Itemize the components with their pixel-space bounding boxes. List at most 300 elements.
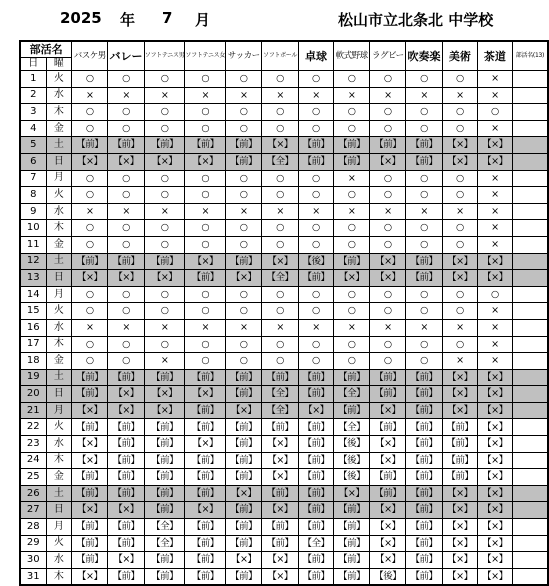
schedule-row <box>20 286 548 303</box>
schedule-cell: ○ <box>185 303 226 320</box>
day-number: 2 <box>20 87 46 104</box>
schedule-cell: ○ <box>72 303 108 320</box>
schedule-cell: 【前】 <box>226 535 262 552</box>
schedule-cell: 【前】 <box>72 253 108 270</box>
schedule-cell: 【×】 <box>442 502 477 519</box>
schedule-cell: ○ <box>185 187 226 204</box>
day-number: 30 <box>20 552 46 569</box>
schedule-cell <box>512 253 548 270</box>
schedule-cell: 【×】 <box>477 153 512 170</box>
schedule-cell: 【全】 <box>298 535 333 552</box>
schedule-cell: × <box>144 203 185 220</box>
day-number: 18 <box>20 353 46 370</box>
schedule-cell: ○ <box>406 120 442 137</box>
club-header: 茶道 <box>477 41 512 71</box>
schedule-cell: 【×】 <box>185 386 226 403</box>
schedule-cell: 【×】 <box>72 568 108 585</box>
schedule-cell: 【前】 <box>226 502 262 519</box>
schedule-cell: 【前】 <box>406 270 442 287</box>
schedule-cell: 【前】 <box>334 502 370 519</box>
schedule-cell: 【×】 <box>442 519 477 536</box>
schedule-cell: ○ <box>334 120 370 137</box>
month-value: 7 <box>162 9 173 27</box>
weekday: 水 <box>46 203 72 220</box>
schedule-cell: 【×】 <box>185 153 226 170</box>
schedule-cell: 【前】 <box>226 153 262 170</box>
schedule-row <box>20 170 548 187</box>
schedule-cell: ○ <box>185 353 226 370</box>
schedule-cell: 【×】 <box>262 137 299 154</box>
schedule-cell <box>512 436 548 453</box>
schedule-cell: ○ <box>144 220 185 237</box>
schedule-row <box>20 71 548 88</box>
schedule-cell: 【前】 <box>72 485 108 502</box>
day-header: 日 <box>20 58 46 71</box>
schedule-cell <box>512 353 548 370</box>
schedule-cell: 【×】 <box>442 270 477 287</box>
schedule-cell: 【前】 <box>334 253 370 270</box>
schedule-cell: 【×】 <box>442 153 477 170</box>
schedule-cell: ○ <box>334 71 370 88</box>
schedule-cell: 【前】 <box>72 137 108 154</box>
schedule-cell: ○ <box>298 236 333 253</box>
schedule-cell: × <box>406 87 442 104</box>
schedule-cell <box>512 170 548 187</box>
day-number: 16 <box>20 319 46 336</box>
schedule-cell: 【前】 <box>442 452 477 469</box>
schedule-cell: 【前】 <box>262 419 299 436</box>
schedule-cell: ○ <box>72 187 108 204</box>
schedule-cell: ○ <box>144 104 185 121</box>
schedule-cell <box>512 369 548 386</box>
schedule-cell: ○ <box>262 236 299 253</box>
schedule-cell: 【前】 <box>334 519 370 536</box>
schedule-cell: ○ <box>262 120 299 137</box>
schedule-cell: × <box>477 120 512 137</box>
schedule-cell: ○ <box>226 336 262 353</box>
schedule-cell <box>512 303 548 320</box>
schedule-cell: 【全】 <box>262 386 299 403</box>
schedule-cell: 【×】 <box>442 137 477 154</box>
schedule-cell: ○ <box>370 104 406 121</box>
schedule-cell: × <box>406 319 442 336</box>
schedule-cell: ○ <box>406 104 442 121</box>
schedule-cell: 【×】 <box>477 386 512 403</box>
schedule-cell: × <box>334 319 370 336</box>
schedule-cell: 【×】 <box>72 153 108 170</box>
schedule-cell: 【後】 <box>334 452 370 469</box>
schedule-cell: 【前】 <box>262 519 299 536</box>
schedule-cell: × <box>477 319 512 336</box>
schedule-cell: 【前】 <box>185 469 226 486</box>
schedule-cell: ○ <box>108 353 144 370</box>
weekday: 土 <box>46 485 72 502</box>
schedule-row <box>20 469 548 486</box>
schedule-cell <box>512 535 548 552</box>
schedule-cell: 【前】 <box>406 253 442 270</box>
day-number: 19 <box>20 369 46 386</box>
schedule-cell: × <box>185 203 226 220</box>
schedule-cell: × <box>226 319 262 336</box>
schedule-cell: ○ <box>406 286 442 303</box>
weekday: 月 <box>46 286 72 303</box>
schedule-cell: 【前】 <box>144 502 185 519</box>
schedule-cell: ○ <box>72 170 108 187</box>
day-number: 21 <box>20 402 46 419</box>
club-header: 美術 <box>442 41 477 71</box>
schedule-cell: 【前】 <box>72 535 108 552</box>
schedule-cell: 【前】 <box>406 552 442 569</box>
schedule-cell: 【前】 <box>370 386 406 403</box>
page-header <box>0 0 549 38</box>
day-number: 25 <box>20 469 46 486</box>
schedule-cell: 【×】 <box>477 452 512 469</box>
schedule-cell: × <box>144 87 185 104</box>
schedule-cell <box>512 120 548 137</box>
club-schedule-table <box>19 40 549 586</box>
schedule-cell: 【前】 <box>108 485 144 502</box>
schedule-cell: 【×】 <box>262 436 299 453</box>
schedule-cell: 【前】 <box>144 552 185 569</box>
schedule-cell <box>512 485 548 502</box>
schedule-cell <box>512 519 548 536</box>
schedule-cell: ○ <box>406 236 442 253</box>
weekday: 木 <box>46 452 72 469</box>
schedule-cell: 【前】 <box>334 552 370 569</box>
schedule-cell: 【前】 <box>406 519 442 536</box>
schedule-cell: 【×】 <box>370 402 406 419</box>
schedule-cell: ○ <box>370 187 406 204</box>
schedule-cell <box>512 568 548 585</box>
schedule-cell: ○ <box>442 170 477 187</box>
club-header: 卓球 <box>298 41 333 71</box>
schedule-cell: ○ <box>370 353 406 370</box>
day-number: 14 <box>20 286 46 303</box>
schedule-cell: 【×】 <box>477 519 512 536</box>
day-number: 13 <box>20 270 46 287</box>
schedule-cell: ○ <box>262 303 299 320</box>
schedule-cell: × <box>226 87 262 104</box>
schedule-cell: ○ <box>370 220 406 237</box>
schedule-cell: ○ <box>108 71 144 88</box>
schedule-cell: 【前】 <box>144 369 185 386</box>
schedule-cell: 【前】 <box>226 452 262 469</box>
weekday: 日 <box>46 270 72 287</box>
schedule-cell: ○ <box>185 286 226 303</box>
schedule-cell: 【前】 <box>185 419 226 436</box>
schedule-cell: 【×】 <box>262 552 299 569</box>
schedule-cell: 【前】 <box>108 137 144 154</box>
day-number: 3 <box>20 104 46 121</box>
schedule-cell: 【前】 <box>108 568 144 585</box>
schedule-cell: ○ <box>185 220 226 237</box>
club-header: バスケ男 <box>72 41 108 71</box>
club-header: ソフトテニス女 <box>185 41 226 71</box>
schedule-cell: 【×】 <box>108 502 144 519</box>
schedule-cell: × <box>477 353 512 370</box>
weekday: 木 <box>46 104 72 121</box>
schedule-cell: 【前】 <box>370 137 406 154</box>
schedule-cell: ○ <box>108 120 144 137</box>
schedule-cell: 【前】 <box>226 519 262 536</box>
schedule-cell: 【前】 <box>334 535 370 552</box>
schedule-cell: 【前】 <box>144 253 185 270</box>
schedule-cell: ○ <box>334 303 370 320</box>
schedule-cell: 【×】 <box>477 552 512 569</box>
schedule-cell: 【前】 <box>298 502 333 519</box>
schedule-cell: ○ <box>144 170 185 187</box>
schedule-cell: 【×】 <box>226 485 262 502</box>
weekday: 土 <box>46 137 72 154</box>
schedule-cell: × <box>72 87 108 104</box>
schedule-cell <box>512 87 548 104</box>
schedule-cell: × <box>108 203 144 220</box>
day-number: 5 <box>20 137 46 154</box>
schedule-cell: 【前】 <box>144 419 185 436</box>
schedule-row <box>20 402 548 419</box>
schedule-cell: 【前】 <box>334 402 370 419</box>
schedule-cell: ○ <box>442 286 477 303</box>
schedule-cell: × <box>144 353 185 370</box>
schedule-cell: 【×】 <box>226 270 262 287</box>
schedule-cell: 【前】 <box>298 436 333 453</box>
schedule-cell <box>512 502 548 519</box>
schedule-cell: 【×】 <box>370 153 406 170</box>
schedule-cell: 【×】 <box>185 436 226 453</box>
weekday: 火 <box>46 303 72 320</box>
schedule-cell: 【全】 <box>334 386 370 403</box>
schedule-cell: 【全】 <box>144 535 185 552</box>
schedule-cell: 【前】 <box>442 436 477 453</box>
schedule-cell: ○ <box>298 353 333 370</box>
schedule-cell: × <box>262 87 299 104</box>
schedule-cell: 【前】 <box>185 552 226 569</box>
weekday: 月 <box>46 519 72 536</box>
schedule-cell: 【前】 <box>226 436 262 453</box>
schedule-row <box>20 319 548 336</box>
schedule-cell: 【前】 <box>108 519 144 536</box>
schedule-cell: × <box>442 319 477 336</box>
schedule-cell: ○ <box>442 120 477 137</box>
schedule-cell: × <box>442 353 477 370</box>
schedule-row <box>20 336 548 353</box>
schedule-row <box>20 153 548 170</box>
schedule-cell <box>512 319 548 336</box>
schedule-cell: ○ <box>144 286 185 303</box>
schedule-cell: 【×】 <box>144 386 185 403</box>
club-header: 部活名(13) <box>512 41 548 71</box>
schedule-cell: ○ <box>185 336 226 353</box>
schedule-cell: 【×】 <box>370 452 406 469</box>
header-row <box>20 41 548 58</box>
weekday: 金 <box>46 120 72 137</box>
schedule-cell: 【×】 <box>477 137 512 154</box>
weekday: 火 <box>46 187 72 204</box>
schedule-row <box>20 253 548 270</box>
schedule-row <box>20 552 548 569</box>
schedule-cell: 【後】 <box>298 253 333 270</box>
schedule-cell: 【前】 <box>226 253 262 270</box>
schedule-cell <box>512 452 548 469</box>
schedule-cell <box>512 386 548 403</box>
day-number: 20 <box>20 386 46 403</box>
schedule-cell: ○ <box>72 220 108 237</box>
schedule-cell <box>512 153 548 170</box>
club-header: サッカー <box>226 41 262 71</box>
schedule-cell: ○ <box>370 286 406 303</box>
schedule-cell: 【前】 <box>144 137 185 154</box>
day-number: 31 <box>20 568 46 585</box>
schedule-cell: ○ <box>226 187 262 204</box>
schedule-cell: 【後】 <box>334 469 370 486</box>
schedule-cell: ○ <box>334 353 370 370</box>
schedule-cell: 【前】 <box>298 485 333 502</box>
schedule-cell: 【前】 <box>334 568 370 585</box>
schedule-cell: 【前】 <box>72 419 108 436</box>
schedule-cell: ○ <box>262 336 299 353</box>
schedule-cell: 【×】 <box>477 535 512 552</box>
schedule-cell: ○ <box>144 336 185 353</box>
schedule-cell: × <box>144 319 185 336</box>
schedule-cell: 【全】 <box>262 153 299 170</box>
schedule-cell: 【×】 <box>442 552 477 569</box>
schedule-cell: × <box>334 87 370 104</box>
schedule-cell: 【前】 <box>370 369 406 386</box>
schedule-row <box>20 137 548 154</box>
schedule-cell: ○ <box>370 303 406 320</box>
schedule-cell: ○ <box>185 104 226 121</box>
day-number: 7 <box>20 170 46 187</box>
schedule-cell: 【×】 <box>262 452 299 469</box>
weekday: 金 <box>46 353 72 370</box>
day-number: 29 <box>20 535 46 552</box>
schedule-cell: 【全】 <box>262 270 299 287</box>
schedule-cell: × <box>442 87 477 104</box>
schedule-cell: 【前】 <box>406 153 442 170</box>
schedule-cell: 【全】 <box>262 402 299 419</box>
day-number: 11 <box>20 236 46 253</box>
schedule-cell: ○ <box>72 104 108 121</box>
schedule-cell <box>512 137 548 154</box>
schedule-cell: ○ <box>370 170 406 187</box>
schedule-row <box>20 386 548 403</box>
schedule-cell: 【前】 <box>262 535 299 552</box>
day-number: 24 <box>20 452 46 469</box>
schedule-cell: ○ <box>442 220 477 237</box>
schedule-row <box>20 220 548 237</box>
schedule-cell: 【前】 <box>144 452 185 469</box>
schedule-cell: 【前】 <box>185 485 226 502</box>
schedule-cell: 【前】 <box>406 436 442 453</box>
schedule-cell: × <box>108 319 144 336</box>
schedule-cell: ○ <box>108 220 144 237</box>
schedule-cell: 【前】 <box>370 469 406 486</box>
schedule-cell: 【前】 <box>334 153 370 170</box>
schedule-cell: ○ <box>442 187 477 204</box>
schedule-cell: × <box>370 87 406 104</box>
schedule-cell: 【前】 <box>108 436 144 453</box>
schedule-cell: 【前】 <box>298 153 333 170</box>
schedule-row <box>20 535 548 552</box>
year-unit: 年 <box>120 11 136 29</box>
schedule-cell: ○ <box>298 286 333 303</box>
schedule-cell: ○ <box>298 336 333 353</box>
schedule-cell: 【×】 <box>442 485 477 502</box>
schedule-cell: 【×】 <box>72 402 108 419</box>
schedule-cell: 【前】 <box>226 419 262 436</box>
schedule-cell <box>512 270 548 287</box>
schedule-cell: 【×】 <box>298 402 333 419</box>
schedule-cell: 【×】 <box>442 386 477 403</box>
schedule-cell: 【前】 <box>144 485 185 502</box>
day-number: 28 <box>20 519 46 536</box>
schedule-cell: 【前】 <box>108 469 144 486</box>
schedule-cell: ○ <box>262 286 299 303</box>
schedule-cell: × <box>406 203 442 220</box>
schedule-row <box>20 104 548 121</box>
schedule-cell: 【前】 <box>185 137 226 154</box>
schedule-cell: 【前】 <box>226 137 262 154</box>
schedule-cell: 【×】 <box>477 419 512 436</box>
weekday: 日 <box>46 386 72 403</box>
schedule-cell: 【×】 <box>370 535 406 552</box>
schedule-cell: ○ <box>144 71 185 88</box>
schedule-cell: ○ <box>72 336 108 353</box>
schedule-cell: ○ <box>442 336 477 353</box>
schedule-cell: 【×】 <box>370 270 406 287</box>
schedule-cell: 【前】 <box>72 552 108 569</box>
schedule-cell <box>512 402 548 419</box>
schedule-cell: 【前】 <box>406 369 442 386</box>
day-number: 1 <box>20 71 46 88</box>
schedule-row <box>20 303 548 320</box>
schedule-cell: 【×】 <box>72 436 108 453</box>
schedule-cell <box>512 236 548 253</box>
schedule-cell: 【前】 <box>185 402 226 419</box>
schedule-cell: ○ <box>226 220 262 237</box>
schedule-cell: ○ <box>406 220 442 237</box>
schedule-cell: × <box>477 203 512 220</box>
schedule-cell: 【前】 <box>226 386 262 403</box>
schedule-cell: 【×】 <box>370 436 406 453</box>
day-number: 26 <box>20 485 46 502</box>
schedule-cell: ○ <box>442 303 477 320</box>
schedule-cell: 【×】 <box>108 552 144 569</box>
schedule-cell: × <box>477 220 512 237</box>
schedule-cell: 【前】 <box>185 568 226 585</box>
schedule-cell: ○ <box>370 71 406 88</box>
schedule-cell: 【×】 <box>334 485 370 502</box>
schedule-cell: 【×】 <box>144 402 185 419</box>
club-header: ラグビー <box>370 41 406 71</box>
schedule-cell: × <box>477 187 512 204</box>
schedule-cell: ○ <box>226 353 262 370</box>
schedule-cell: × <box>334 170 370 187</box>
schedule-cell: × <box>298 203 333 220</box>
schedule-cell: × <box>72 319 108 336</box>
schedule-cell: 【前】 <box>298 419 333 436</box>
schedule-cell: 【×】 <box>477 253 512 270</box>
schedule-row <box>20 436 548 453</box>
schedule-cell: ○ <box>298 104 333 121</box>
schedule-cell: 【前】 <box>298 369 333 386</box>
schedule-cell: × <box>72 203 108 220</box>
schedule-cell: 【前】 <box>334 369 370 386</box>
schedule-cell: 【×】 <box>144 153 185 170</box>
schedule-row <box>20 369 548 386</box>
schedule-row <box>20 120 548 137</box>
schedule-cell: 【前】 <box>370 485 406 502</box>
